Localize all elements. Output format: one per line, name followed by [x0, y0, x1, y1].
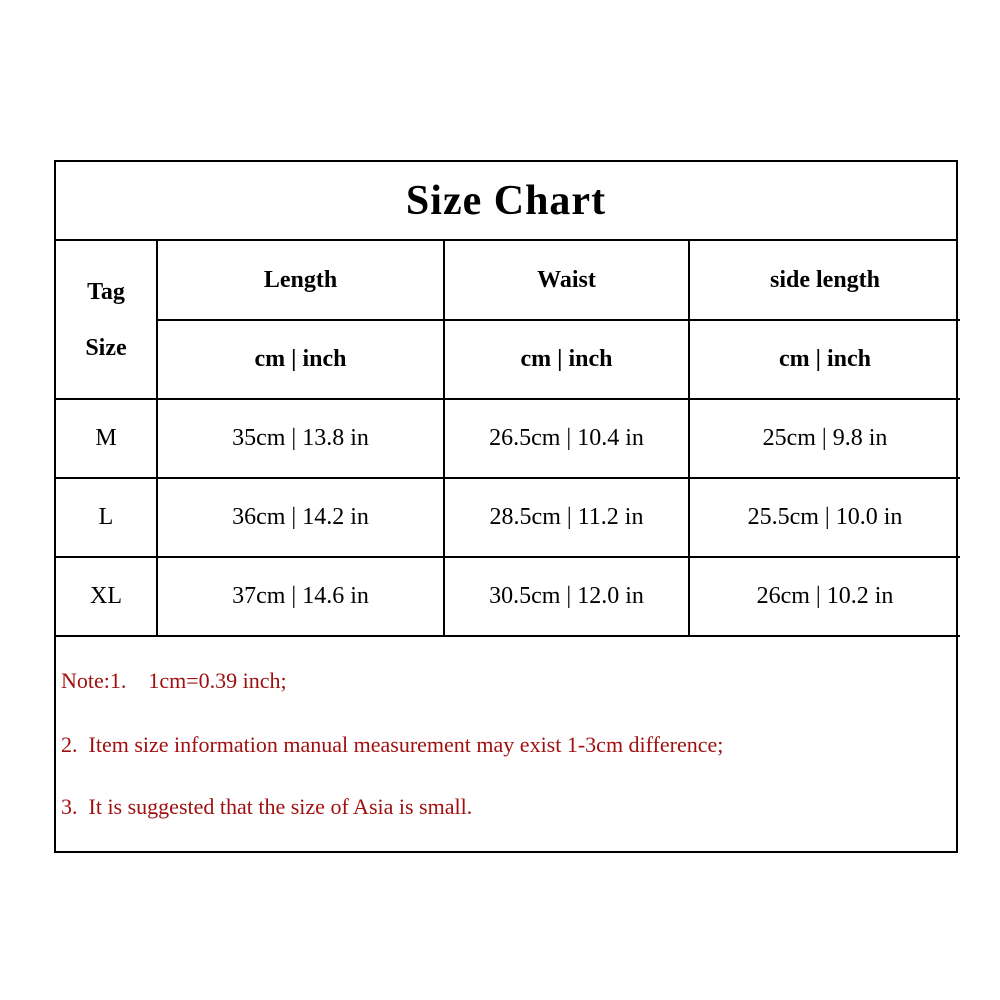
tag-size-line2: Size: [85, 334, 127, 361]
note-line: 2. Item size information manual measurement may exist 1-3cm difference;: [61, 732, 724, 757]
tag-size-header: [56, 241, 157, 399]
size-label: M: [56, 399, 157, 478]
column-header-side-length: side length: [689, 241, 960, 320]
waist-value: 28.5cm | 11.2 in: [444, 478, 689, 557]
unit-length: cm | inch: [157, 320, 444, 399]
waist-value: 26.5cm | 10.4 in: [444, 399, 689, 478]
unit-waist: cm | inch: [444, 320, 689, 399]
side-length-value: 25cm | 9.8 in: [689, 399, 960, 478]
table-row: [56, 478, 960, 557]
tag-size-line1: Tag: [87, 278, 125, 305]
length-value: 35cm | 13.8 in: [157, 399, 444, 478]
side-length-value: 26cm | 10.2 in: [689, 557, 960, 636]
size-table: [56, 241, 960, 637]
column-header-waist: Waist: [444, 241, 689, 320]
notes-section: [56, 636, 956, 851]
side-length-value: 25.5cm | 10.0 in: [689, 478, 960, 557]
unit-side-length: cm | inch: [689, 320, 960, 399]
size-label: L: [56, 478, 157, 557]
unit-row: [56, 320, 960, 399]
note-line: Note:1. 1cm=0.39 inch;: [61, 668, 287, 693]
size-label: XL: [56, 557, 157, 636]
column-header-length: Length: [157, 241, 444, 320]
table-row: [56, 557, 960, 636]
waist-value: 30.5cm | 12.0 in: [444, 557, 689, 636]
size-chart: [54, 160, 958, 853]
chart-title: Size Chart: [56, 162, 956, 241]
length-value: 36cm | 14.2 in: [157, 478, 444, 557]
header-row: [56, 241, 960, 320]
note-line: 3. It is suggested that the size of Asia is small.: [61, 794, 473, 819]
table-row: [56, 399, 960, 478]
length-value: 37cm | 14.6 in: [157, 557, 444, 636]
